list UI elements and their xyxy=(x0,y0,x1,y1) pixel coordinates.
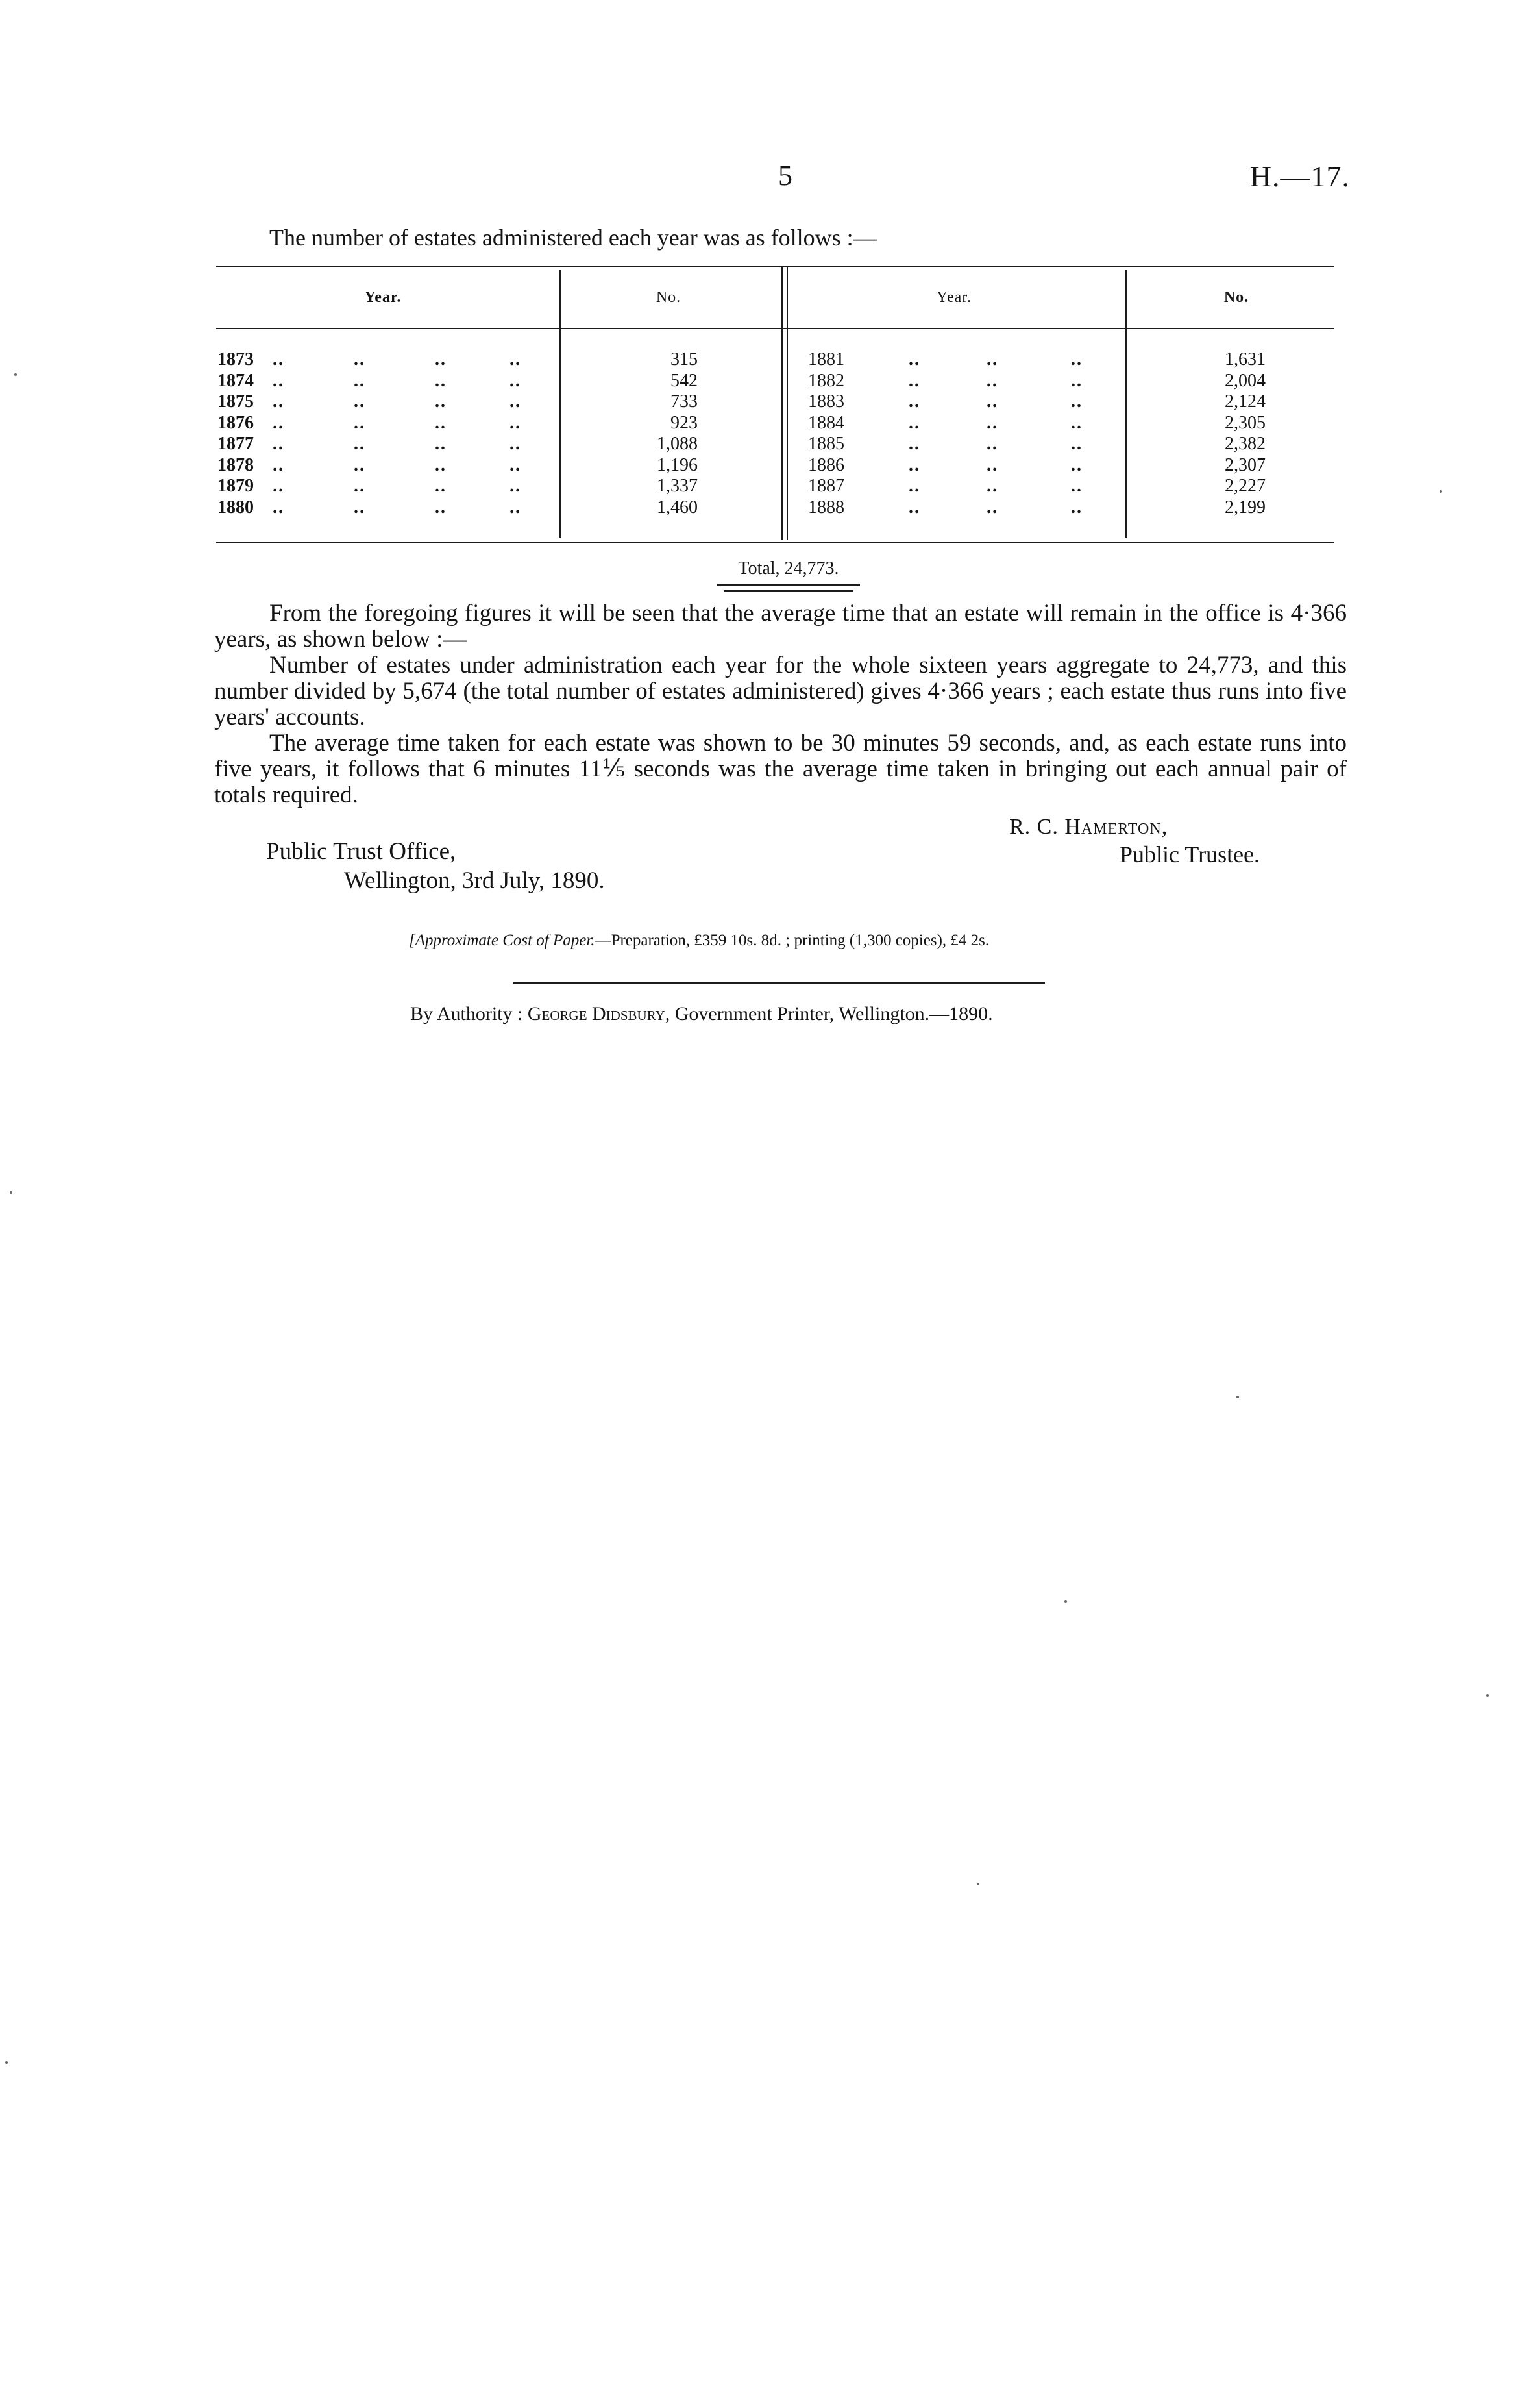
leader-dot: .. xyxy=(1071,497,1083,517)
signatory-name: R. C. Hamerton, xyxy=(1009,815,1168,839)
leader-dot: .. xyxy=(435,476,447,496)
count-cell-right: 2,004 xyxy=(1225,371,1266,391)
office-date: Wellington, 3rd July, 1890. xyxy=(344,867,605,894)
column-divider-center-b xyxy=(787,267,788,540)
leader-dot: .. xyxy=(509,349,521,369)
leader-dots-right xyxy=(899,433,1123,454)
leader-dot: .. xyxy=(909,371,920,391)
leader-dot: .. xyxy=(509,455,521,475)
year-cell-right: 1881 xyxy=(808,349,844,369)
year-cell-right: 1888 xyxy=(808,497,844,517)
header-year-right: Year. xyxy=(937,289,972,306)
leader-dot: .. xyxy=(509,476,521,496)
leader-dot: .. xyxy=(909,476,920,496)
scan-speck xyxy=(10,1191,12,1194)
leader-dot: .. xyxy=(273,476,284,496)
cost-text: —Preparation, £359 10s. 8d. ; printing (1,300 copies), £4 2s. xyxy=(595,932,990,949)
year-cell-right: 1886 xyxy=(808,455,844,475)
year-cell-left: 1875 xyxy=(217,391,254,412)
leader-dot: .. xyxy=(273,413,284,433)
leader-dot: .. xyxy=(354,455,365,475)
leader-dots-left xyxy=(273,349,552,370)
printer-authority xyxy=(410,1003,993,1025)
leader-dot: .. xyxy=(273,455,284,475)
leader-dot: .. xyxy=(354,476,365,496)
count-cell-right: 2,124 xyxy=(1225,391,1266,412)
leader-dot: .. xyxy=(273,497,284,517)
leader-dot: .. xyxy=(509,371,521,391)
leader-dot: .. xyxy=(987,434,998,454)
table-header-rule xyxy=(216,328,1334,329)
year-cell-left: 1874 xyxy=(217,371,254,391)
cost-label: [Approximate Cost of Paper. xyxy=(409,932,595,949)
leader-dot: .. xyxy=(1071,476,1083,496)
leader-dot: .. xyxy=(354,371,365,391)
leader-dot: .. xyxy=(1071,349,1083,369)
leader-dot: .. xyxy=(354,413,365,433)
leader-dot: .. xyxy=(909,434,920,454)
leader-dot: .. xyxy=(987,349,998,369)
leader-dot: .. xyxy=(273,371,284,391)
leader-dot: .. xyxy=(354,391,365,412)
count-cell-left: 923 xyxy=(670,413,698,433)
year-cell-left: 1878 xyxy=(217,455,254,475)
leader-dot: .. xyxy=(1071,455,1083,475)
leader-dot: .. xyxy=(435,391,447,412)
leader-dot: .. xyxy=(1071,413,1083,433)
table-top-rule xyxy=(216,266,1334,267)
leader-dot: .. xyxy=(987,391,998,412)
table-bottom-rule xyxy=(216,542,1334,543)
paragraph-text: Number of estates under administration each year for the whole sixteen years aggregate to 24,773, and this number divided by 5,674 (the total number of estates administered) gives 4·366 years ; each estate thus runs into five years' accounts. xyxy=(214,652,1347,730)
count-cell-left: 733 xyxy=(670,391,698,412)
count-cell-left: 1,088 xyxy=(657,434,698,454)
count-cell-left: 315 xyxy=(670,349,698,369)
leader-dot: .. xyxy=(909,391,920,412)
leader-dot: .. xyxy=(987,371,998,391)
paragraph-text: The average time taken for each estate was shown to be 30 minutes 59 seconds, and, as each estate runs into five years, it follows that 6 minutes 11⅕ seconds was the average time taken in bringing out each annual pair of totals required. xyxy=(214,730,1347,808)
leader-dots-right xyxy=(899,349,1123,370)
scan-speck xyxy=(1486,1694,1489,1697)
leader-dots-left xyxy=(273,454,552,476)
count-cell-left: 1,337 xyxy=(657,476,698,496)
leader-dot: .. xyxy=(987,413,998,433)
count-cell-right: 2,199 xyxy=(1225,497,1266,517)
printer-name: George Didsbury, xyxy=(527,1003,670,1024)
leader-dot: .. xyxy=(987,497,998,517)
year-cell-right: 1884 xyxy=(808,413,844,433)
leader-dots-right xyxy=(899,497,1123,518)
leader-dots-right xyxy=(899,370,1123,391)
leader-dot: .. xyxy=(909,413,920,433)
count-cell-left: 542 xyxy=(670,371,698,391)
cost-of-paper-note xyxy=(409,932,989,950)
authority-suffix: Government Printer, Wellington.—1890. xyxy=(674,1003,993,1024)
leader-dot: .. xyxy=(909,349,920,369)
column-divider-center-a xyxy=(781,267,783,540)
count-cell-right: 2,307 xyxy=(1225,455,1266,475)
year-cell-right: 1887 xyxy=(808,476,844,496)
leader-dots-left xyxy=(273,475,552,497)
scan-speck xyxy=(1236,1396,1239,1398)
authority-prefix: By Authority : xyxy=(410,1003,523,1024)
leader-dots-right xyxy=(899,475,1123,497)
leader-dot: .. xyxy=(354,349,365,369)
leader-dot: .. xyxy=(435,349,447,369)
column-divider-left xyxy=(559,270,561,538)
count-cell-right: 1,631 xyxy=(1225,349,1266,369)
year-cell-left: 1876 xyxy=(217,413,254,433)
paragraph-aggregate xyxy=(214,652,1347,730)
document-code: H.—17. xyxy=(1249,160,1350,193)
leader-dot: .. xyxy=(509,413,521,433)
leader-dot: .. xyxy=(987,455,998,475)
total-underline-top xyxy=(717,584,860,586)
table-intro: The number of estates administered each year was as follows :— xyxy=(269,225,877,251)
paragraph-time-taken xyxy=(214,730,1347,808)
paragraph-text: From the foregoing figures it will be seen that the average time that an estate will remain in the office is 4·366 years, as shown below :— xyxy=(214,600,1347,652)
year-cell-left: 1877 xyxy=(217,434,254,454)
scan-speck xyxy=(1440,490,1442,493)
leader-dot: .. xyxy=(1071,434,1083,454)
count-cell-left: 1,196 xyxy=(657,455,698,475)
leader-dots-left xyxy=(273,433,552,454)
leader-dot: .. xyxy=(509,391,521,412)
leader-dot: .. xyxy=(987,476,998,496)
leader-dot: .. xyxy=(1071,391,1083,412)
leader-dots-right xyxy=(899,412,1123,434)
leader-dots-left xyxy=(273,370,552,391)
year-cell-left: 1879 xyxy=(217,476,254,496)
paragraph-average-time xyxy=(214,601,1347,652)
year-cell-right: 1883 xyxy=(808,391,844,412)
leader-dot: .. xyxy=(509,434,521,454)
scan-speck xyxy=(14,373,17,376)
leader-dot: .. xyxy=(354,497,365,517)
column-divider-right xyxy=(1125,270,1127,538)
header-no-right: No. xyxy=(1223,289,1249,306)
header-year-left: Year. xyxy=(364,289,402,306)
count-cell-right: 2,227 xyxy=(1225,476,1266,496)
leader-dot: .. xyxy=(509,497,521,517)
leader-dot: .. xyxy=(273,349,284,369)
signatory-title: Public Trustee. xyxy=(1120,841,1260,867)
leader-dots-left xyxy=(273,412,552,434)
count-cell-left: 1,460 xyxy=(657,497,698,517)
total-underline-bottom xyxy=(724,590,853,592)
year-cell-left: 1880 xyxy=(217,497,254,517)
leader-dots-right xyxy=(899,391,1123,412)
office-name: Public Trust Office, xyxy=(266,838,456,865)
leader-dots-left xyxy=(273,497,552,518)
leader-dot: .. xyxy=(435,497,447,517)
leader-dot: .. xyxy=(435,455,447,475)
leader-dot: .. xyxy=(435,434,447,454)
year-cell-right: 1885 xyxy=(808,434,844,454)
header-no-left: No. xyxy=(656,289,681,306)
count-cell-right: 2,305 xyxy=(1225,413,1266,433)
leader-dots-left xyxy=(273,391,552,412)
leader-dot: .. xyxy=(273,391,284,412)
leader-dot: .. xyxy=(909,455,920,475)
scan-speck xyxy=(1064,1600,1067,1603)
table-total: Total, 24,773. xyxy=(738,558,839,578)
scan-speck xyxy=(977,1883,979,1885)
leader-dot: .. xyxy=(435,371,447,391)
count-cell-right: 2,382 xyxy=(1225,434,1266,454)
year-cell-right: 1882 xyxy=(808,371,844,391)
leader-dot: .. xyxy=(909,497,920,517)
page-number: 5 xyxy=(778,160,792,192)
footer-separator xyxy=(513,982,1045,984)
leader-dot: .. xyxy=(273,434,284,454)
leader-dot: .. xyxy=(1071,371,1083,391)
leader-dot: .. xyxy=(354,434,365,454)
leader-dots-right xyxy=(899,454,1123,476)
scan-speck xyxy=(5,2061,8,2064)
leader-dot: .. xyxy=(435,413,447,433)
year-cell-left: 1873 xyxy=(217,349,254,369)
